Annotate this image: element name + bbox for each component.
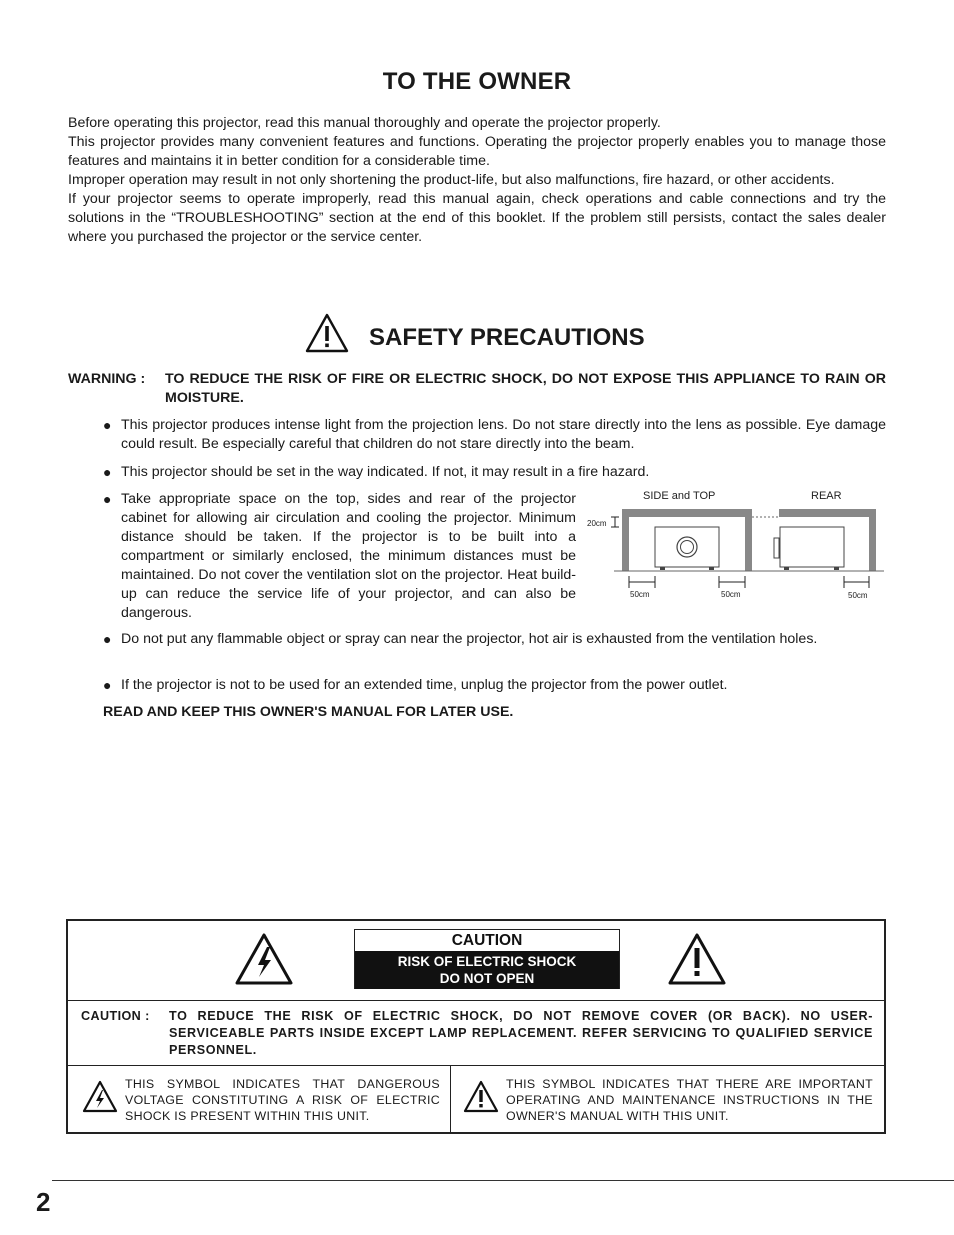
bullet-text: Take appropriate space on the top, sides and rear of the projector cabinet for allowing air circulation and cooling the projector. Minimum distance should be taken. If the projector is to be built into a compartment or similarly enclosed, the minimum distances must be maintained. Do not cover the ventilation slot on the projector. Heat build-up can reduce the service life of your projector, and can also be dangerous.	[121, 491, 576, 621]
projector-rear-knob	[774, 538, 779, 558]
bullet-symbol: ●	[103, 677, 112, 693]
top-gap-label: 20cm	[587, 519, 607, 528]
exclamation-warning-icon	[667, 932, 727, 986]
bullet-symbol: ●	[103, 464, 112, 480]
projector-foot	[709, 567, 714, 570]
caution-text: TO REDUCE THE RISK OF ELECTRIC SHOCK, DO NOT REMOVE COVER (OR BACK). NO USER-SERVICEABLE PARTS INSIDE EXCEPT LAMP REPLACEMENT. REFER SERVICING TO QUALIFIED SERVICE PERSONNEL.	[169, 1009, 873, 1057]
caution-warning-row	[68, 1001, 884, 1066]
symbol-explanation-row	[68, 1066, 884, 1132]
symbol-voltage-text: THIS SYMBOL INDICATES THAT DANGEROUS VOLTAGE CONSTITUTING A RISK OF ELECTRIC SHOCK IS PRESENT WITHIN THIS UNIT.	[125, 1077, 440, 1123]
lightning-warning-icon	[234, 932, 294, 986]
owner-paragraph: Improper operation may result in not only shortening the product-life, but also malfunctions, fire hazard, or other accidents.	[68, 172, 835, 188]
clearance-diagram	[584, 487, 884, 605]
list-item	[103, 676, 886, 695]
projector-foot	[834, 567, 839, 570]
bullet-symbol: ●	[103, 631, 112, 647]
read-keep-notice: READ AND KEEP THIS OWNER'S MANUAL FOR LATER USE.	[103, 704, 514, 720]
owner-paragraph: Before operating this projector, read this manual thoroughly and operate the projector properly.	[68, 115, 661, 131]
projector-foot	[784, 567, 789, 570]
page-title: TO THE OWNER	[382, 68, 572, 95]
caution-label-text: CAUTION :	[81, 1009, 150, 1023]
warning-text: TO REDUCE THE RISK OF FIRE OR ELECTRIC SHOCK, DO NOT EXPOSE THIS APPLIANCE TO RAIN OR MOISTURE.	[165, 371, 886, 406]
projector-foot	[660, 567, 665, 570]
safety-heading	[0, 312, 954, 356]
projector-front	[655, 527, 719, 567]
list-item	[103, 630, 886, 649]
page-number: 2	[36, 1187, 51, 1217]
exclamation-warning-icon	[463, 1080, 499, 1114]
warning-label: WARNING :	[68, 371, 146, 387]
safety-title: SAFETY PRECAUTIONS	[369, 324, 645, 351]
caution-label	[354, 929, 620, 989]
bullet-text: Do not put any flammable object or spray can near the projector, hot air is exhausted from the ventilation holes.	[121, 631, 818, 647]
caution-label-title: CAUTION	[451, 932, 523, 949]
footer-rule	[52, 1180, 954, 1181]
left-gap-label: 50cm	[630, 590, 650, 599]
caution-label-line2: DO NOT OPEN	[439, 971, 535, 986]
owner-intro	[68, 114, 886, 247]
bullet-symbol: ●	[103, 417, 112, 433]
list-item	[103, 490, 576, 623]
caution-header-row	[68, 921, 884, 1001]
lightning-warning-icon	[82, 1080, 118, 1114]
caution-box	[66, 919, 886, 1134]
side-top-label: SIDE and TOP	[643, 490, 716, 502]
list-item	[103, 416, 886, 454]
bullet-text: This projector produces intense light from the projection lens. Do not stare directly into the lens as possible. Eye damage could result. Be especially careful that children do not stare directly into the beam.	[121, 417, 886, 452]
caution-label-line1: RISK OF ELECTRIC SHOCK	[397, 954, 577, 969]
bullet-symbol: ●	[103, 491, 112, 507]
exclamation-warning-icon	[304, 312, 350, 354]
right-gap-label: 50cm	[721, 590, 741, 599]
caution-label-body	[355, 951, 619, 989]
owner-paragraph: If your projector seems to operate improperly, read this manual again, check operations and cable connections and try the solutions in the “TROUBLESHOOTING” section at the end of this booklet. If the problem still persists, contact the sales dealer where you purchased the projector or the service center.	[68, 191, 886, 245]
list-item	[103, 463, 886, 482]
bullet-text: This projector should be set in the way indicated. If not, it may result in a fire hazard.	[121, 464, 650, 480]
rear-gap-label: 50cm	[848, 591, 868, 600]
warning-block	[68, 370, 886, 408]
projector-side	[780, 527, 844, 567]
symbol-instructions-text: THIS SYMBOL INDICATES THAT THERE ARE IMPORTANT OPERATING AND MAINTENANCE INSTRUCTIONS IN THE OWNER'S MANUAL WITH THIS UNIT.	[506, 1077, 873, 1123]
owner-paragraph: This projector provides many convenient features and functions. Operating the projector properly enables you to manage those features and maintains it in better condition for a considerable time.	[68, 134, 886, 169]
bullet-text: If the projector is not to be used for an extended time, unplug the projector from the power outlet.	[121, 677, 728, 693]
rear-label: REAR	[811, 490, 842, 502]
divider	[450, 1066, 451, 1132]
